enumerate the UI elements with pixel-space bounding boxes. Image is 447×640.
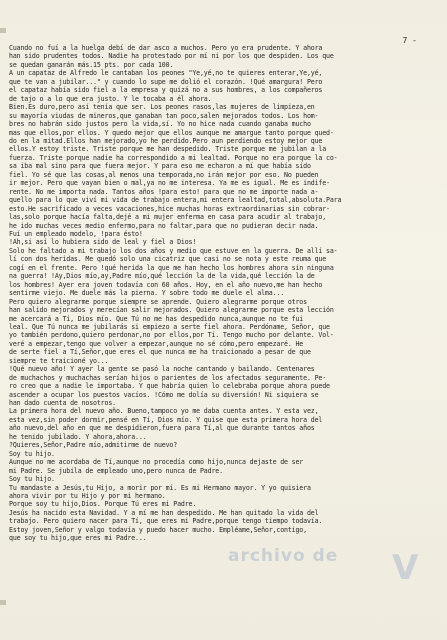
text-line: bres no habrán sido justos pero la vida,sí. Yo no hice nada cuando ganaba mucho bbox=[9, 120, 311, 129]
text-line: que te van a jubilar..." y cuando lo supe me dolió el corazón. !Qué amargura! Pero bbox=[9, 77, 323, 86]
text-line: ro creo que a nadie le importaba. Y que habría quien lo celebraba porque ahora puede bbox=[9, 382, 330, 391]
text-line: sentirme viejo. Me duele más la pierna. Y sobre todo me duele el alma... bbox=[9, 289, 285, 298]
text-line: han dado cuenta de nosotros. bbox=[9, 399, 116, 408]
text-line: que soy tu hijo,que eres mi Padre... bbox=[9, 534, 147, 543]
text-line: veré a empezar,tengo que volver a empezar,aunque no sé cómo,pero empezaré. He bbox=[9, 339, 304, 348]
text-line: Fuí un empleado modelo, !para ésto! bbox=[9, 229, 143, 238]
text-line: cogí en el frente. Pero !qué herida la que me han hecho los hombres ahora sin ninguna bbox=[9, 263, 334, 272]
text-line: Pero quiero alegrarme porque siempre se aprende. Quiero alegrarme porque otros bbox=[9, 297, 307, 306]
text-line: de tajo o a lo que era justo. Y le tocaba a él ahora. bbox=[9, 94, 212, 103]
text-line: Tu mandaste a Jesús,tu Hijo, a morir por mí. Es mi Hermano mayor. Y yo quisiera bbox=[9, 483, 311, 492]
text-line: las,solo porque hacía falta,dejé a mi mujer enferma en casa para acudir al trabajo, bbox=[9, 213, 327, 222]
text-line: rente. No me importa nada. Tantos años !para esto! para que no me importe nada a- bbox=[9, 187, 319, 196]
text-line: fiel. Yo sé que las cosas,al menos una temporada,no irán mejor por eso. No pueden bbox=[9, 170, 319, 179]
text-line: lí con dos heridas. Me quedó solo una cicatriz que casi no se nota y este reuma que bbox=[9, 255, 327, 264]
text-line: na guerra! !Ay,Dios mío,ay,Padre mío,qué lección la de la vida,qué lección la de bbox=[9, 272, 315, 281]
text-line: quello para lo que viví mi vida de trabajo entera,mi entera lealtad,total,absoluta.Para bbox=[9, 196, 342, 205]
text-line: han salido mejorados y merecían salir mejorados. Quiero alegrarme porque esta lección bbox=[9, 306, 334, 315]
text-line: mas que ellos,por ellos. Y quedo mejor que ellos aunque me amargue tanto porque qued- bbox=[9, 128, 334, 137]
text-line: ?Quieres,Señor,Padre mío,admitirme de nuevo? bbox=[9, 441, 178, 450]
text-line: Solo he faltado a mi trabajo los dos años y medio que estuve en la guerra. De allí sa- bbox=[9, 246, 338, 255]
text-line: ellos.Y estoy triste. Triste porque me han despedido. Triste porque me jubilan a la bbox=[9, 145, 327, 154]
text-line: he ido muchas veces medio enfermo,para no faltar,para que no pudieran decir nada. bbox=[9, 221, 319, 230]
text-line: yo también perdono,quiero perdonar,no por ellos,por Tí. Tengo mucho por delante. Vol- bbox=[9, 331, 334, 340]
text-line: ir mejor. Pero que vayan bien o mal,ya no me interesa. Ya me es igual. Me es indife- bbox=[9, 179, 330, 188]
text-line: La primera hora del nuevo año. Bueno,tampoco yo me daba cuenta antes. Y esta vez, bbox=[9, 407, 319, 416]
text-line: se quedan ganarán más.15 pts. por cada 100. bbox=[9, 60, 174, 69]
text-line: han sido prudentes todos. Nadie ha protestado por mí ni por los que despiden. Los que bbox=[9, 52, 334, 61]
text-line: Soy tu hijo. bbox=[9, 449, 55, 458]
watermark-seal-icon: V bbox=[392, 548, 419, 588]
document-body bbox=[9, 44, 437, 543]
page-number: 7 - bbox=[402, 36, 417, 45]
text-line: esta vez,sin poder dormir,pensé en Tí, Dios mío. Y quise que esta primera hora del bbox=[9, 415, 323, 424]
text-line: ahora vivir por tu Hijo y por mi hermano. bbox=[9, 492, 166, 501]
text-line: mi Padre. Se jubila de empleado uno,pero nunca de Padre. bbox=[9, 466, 223, 475]
text-line: año nuevo,del año en que me despidieron,fuera para Tí,al que durante tantos años bbox=[9, 424, 315, 433]
text-line: !Qué nuevo año! Y ayer la gente se pasó la noche cantando y bailando. Centenares bbox=[9, 365, 315, 374]
text-line: el capataz había sido fiel a la empresa y quizá no a sus hombres, a los compañeros bbox=[9, 86, 323, 95]
text-line: fuerza. Triste porque nadie ha correspondido a mi lealtad. Porque no era porque la co- bbox=[9, 153, 338, 162]
text-line: he tenido jubilado. Y ahora,ahora... bbox=[9, 432, 147, 441]
text-line: Jesús ha nacido esta Navidad. Y a mí me han despedido. Me han quitado la vida del bbox=[9, 508, 319, 517]
edge-mark bbox=[0, 28, 6, 33]
text-line: trabajo. Pero quiero nacer para Tí, que eres mi Padre,porque tengo tiempo todavía. bbox=[9, 517, 323, 526]
text-line: los hombres! Ayer era joven todavía con 60 años. Hoy, en el año nuevo,me han hecho bbox=[9, 280, 323, 289]
text-line: !Ah,si así lo hubiera sido de leal y fiel a Dios! bbox=[9, 238, 197, 247]
text-line: Bien.Es duro,pero así tenía que ser. Los peones rasos,las mujeres de limpieza,en bbox=[9, 103, 315, 112]
text-line: ascender a ocupar los puestos vacíos. !Cómo me dolía su diversión! Ni siquiera se bbox=[9, 390, 319, 399]
text-line: me acercará a Tí, Dios mío. Que Tú no me has despedido nunca,aunque no te fui bbox=[9, 314, 304, 323]
text-line: esto.He sacrificado a veces vacaciones,hice muchas horas extraordinarias sin cobrar- bbox=[9, 204, 330, 213]
text-line: Estoy joven,Señor y valgo todavía y puedo hacer mucho. Empléame,Señor,contigo, bbox=[9, 525, 307, 534]
text-line: Porque soy tu hijo,Dios. Porque Tú eres mi Padre. bbox=[9, 500, 197, 509]
text-line: Soy tu hijo. bbox=[9, 475, 55, 484]
text-line: do en la mitad.Ellos han mejorado,yo he perdido.Pero aun perdiendo estoy mejor que bbox=[9, 136, 323, 145]
text-line: su mayoría viudas de mineros,que ganaban tan poco,salen mejorados todos. Los hom- bbox=[9, 111, 319, 120]
text-line: sa iba mal sino para que fuera mejor. Y para eso me echaron a mí que había sido bbox=[9, 162, 311, 171]
text-line: A un capataz de Alfredo le cantaban los peones "Ye,yé,no te quieres enterar,Ye,yé, bbox=[9, 69, 323, 78]
watermark-text: archivo de bbox=[228, 546, 339, 566]
text-line: Aunque no me acordaba de Tí,aunque no procedía como hijo,nunca dejaste de ser bbox=[9, 458, 304, 467]
text-line: Cuando no fuí a la huelga debí de dar asco a muchos. Pero yo era prudente. Y ahora bbox=[9, 44, 323, 52]
text-line: de serte fiel a Tí,Señor,que eres el que nunca me ha traicionado a pesar de que bbox=[9, 348, 311, 357]
text-line: de muchachos y muchachas serían hijos o parientes de los afectados seguramente. Pe- bbox=[9, 373, 327, 382]
edge-mark bbox=[0, 600, 6, 605]
text-line: leal. Que Tú nunca me jubilarás si empiezo a serte fiel ahora. Perdóname, Señor, que bbox=[9, 322, 330, 331]
text-line: siempre te traicioné yo... bbox=[9, 356, 109, 365]
